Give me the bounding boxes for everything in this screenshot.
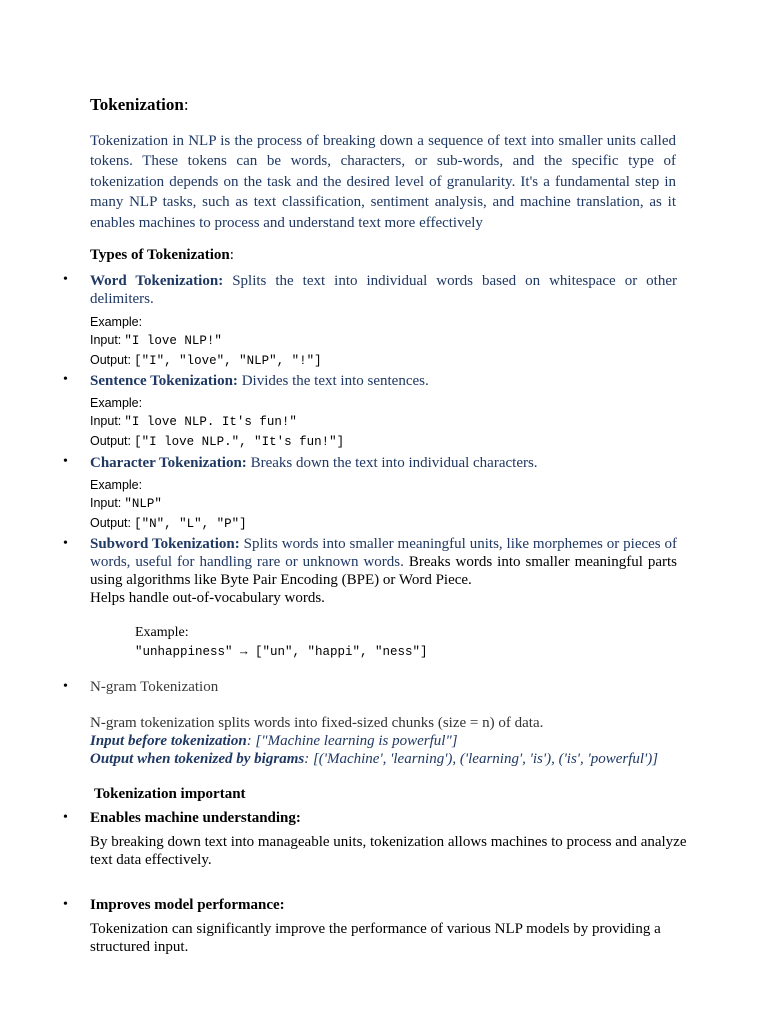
subword-example <box>135 624 428 661</box>
sentence-input-value: "I love NLP. It's fun!" <box>124 415 297 430</box>
ngram-input-line <box>90 732 690 750</box>
character-example <box>90 476 247 533</box>
character-input-value: "NLP" <box>124 497 162 512</box>
bullet-ngram: • <box>63 679 68 694</box>
title-colon: : <box>183 95 189 114</box>
character-output-value: ["N", "L", "P"] <box>134 516 247 531</box>
bullet-improves: • <box>63 897 68 912</box>
character-example-label: Example: <box>90 478 143 492</box>
title-text: Tokenization <box>90 95 184 114</box>
word-output-line <box>90 351 322 370</box>
word-example-label: Example: <box>90 315 143 329</box>
word-example <box>90 313 322 370</box>
word-tokenization-item <box>90 272 677 308</box>
subword-desc-line2: Helps handle out-of-vocabulary words. <box>90 590 325 606</box>
improves-desc: Tokenization can significantly improve the performance of various NLP models by providing a structured input. <box>90 921 661 955</box>
types-heading-text: Types of Tokenization <box>90 247 230 263</box>
subword-tokenization-item <box>90 535 677 607</box>
page-title <box>90 95 189 115</box>
sentence-tokenization-item <box>90 372 677 390</box>
ngram-output-line <box>90 750 690 768</box>
subword-desc-navy: Splits words into smaller meaningful units, like morphemes or pieces of words, useful for handling rare or unknown words. <box>90 536 678 570</box>
word-input-label: Input: <box>90 333 122 348</box>
sentence-input-line <box>90 412 344 431</box>
bullet-enables: • <box>63 810 68 825</box>
word-output-label: Output: <box>90 352 131 367</box>
word-output-value: ["I", "love", "NLP", "!"] <box>134 353 322 368</box>
subword-example-label: Example: <box>135 625 189 640</box>
types-heading <box>90 247 234 264</box>
bullet-sentence: • <box>63 372 68 387</box>
ngram-output-label: Output when tokenized by bigrams <box>90 751 305 767</box>
ngram-input-value: : ["Machine learning is powerful"] <box>246 733 458 749</box>
ngram-output-value: : [('Machine', 'learning'), ('learning', 'is'), ('is', 'powerful')] <box>304 751 659 767</box>
character-output-line <box>90 514 247 533</box>
ngram-desc: N-gram tokenization splits words into fixed-sized chunks (size = n) of data. <box>90 715 544 731</box>
character-label: Character Tokenization: <box>90 455 247 471</box>
word-label: Word Tokenization: <box>90 273 224 289</box>
ngram-description <box>90 714 690 768</box>
sentence-label: Sentence Tokenization: <box>90 373 238 389</box>
subword-desc: Breaks words into smaller meaningful parts using algorithms like Byte Pair Encoding (BPE) or Word Piece. <box>90 554 678 588</box>
sentence-desc: Divides the text into sentences. <box>241 373 429 389</box>
word-input-value: "I love NLP!" <box>124 334 222 349</box>
character-output-label: Output: <box>90 515 131 530</box>
subword-example-code: "unhappiness" → ["un", "happi", "ness"] <box>135 644 428 659</box>
character-input-label: Input: <box>90 496 122 511</box>
important-heading: Tokenization important <box>94 786 246 802</box>
subword-label: Subword Tokenization: <box>90 536 240 552</box>
sentence-output-label: Output: <box>90 433 131 448</box>
bullet-subword: • <box>63 536 68 551</box>
ngram-input-label: Input before tokenization <box>90 733 247 749</box>
bullet-word: • <box>63 272 68 287</box>
intro-paragraph: Tokenization in NLP is the process of breaking down a sequence of text into smaller units called tokens. These tokens can be words, characters, or sub-words, and the specific type of tokenization depends on the task and the desired level of granularity. It's a fundamental step in many NLP tasks, such as text classification, sentiment analysis, and machine translation, as it enables machines to process and understand text more effectively <box>90 133 676 231</box>
sentence-input-label: Input: <box>90 414 122 429</box>
sentence-example-label: Example: <box>90 396 143 410</box>
types-heading-colon: : <box>229 247 234 263</box>
bullet-character: • <box>63 454 68 469</box>
sentence-output-line <box>90 432 344 451</box>
sentence-output-value: ["I love NLP.", "It's fun!"] <box>134 434 345 449</box>
enables-label: Enables machine understanding: <box>90 810 301 826</box>
character-input-line <box>90 494 247 513</box>
character-tokenization-item <box>90 454 677 472</box>
enables-desc: By breaking down text into manageable units, tokenization allows machines to process and analyze text data effectively. <box>90 834 687 868</box>
improves-label: Improves model performance: <box>90 897 285 913</box>
ngram-label: N-gram Tokenization <box>90 679 219 695</box>
word-desc: Splits the text into individual words based on whitespace or other delimiters. <box>90 273 678 307</box>
character-desc: Breaks down the text into individual characters. <box>250 455 538 471</box>
word-input-line <box>90 331 322 350</box>
sentence-example <box>90 394 344 451</box>
